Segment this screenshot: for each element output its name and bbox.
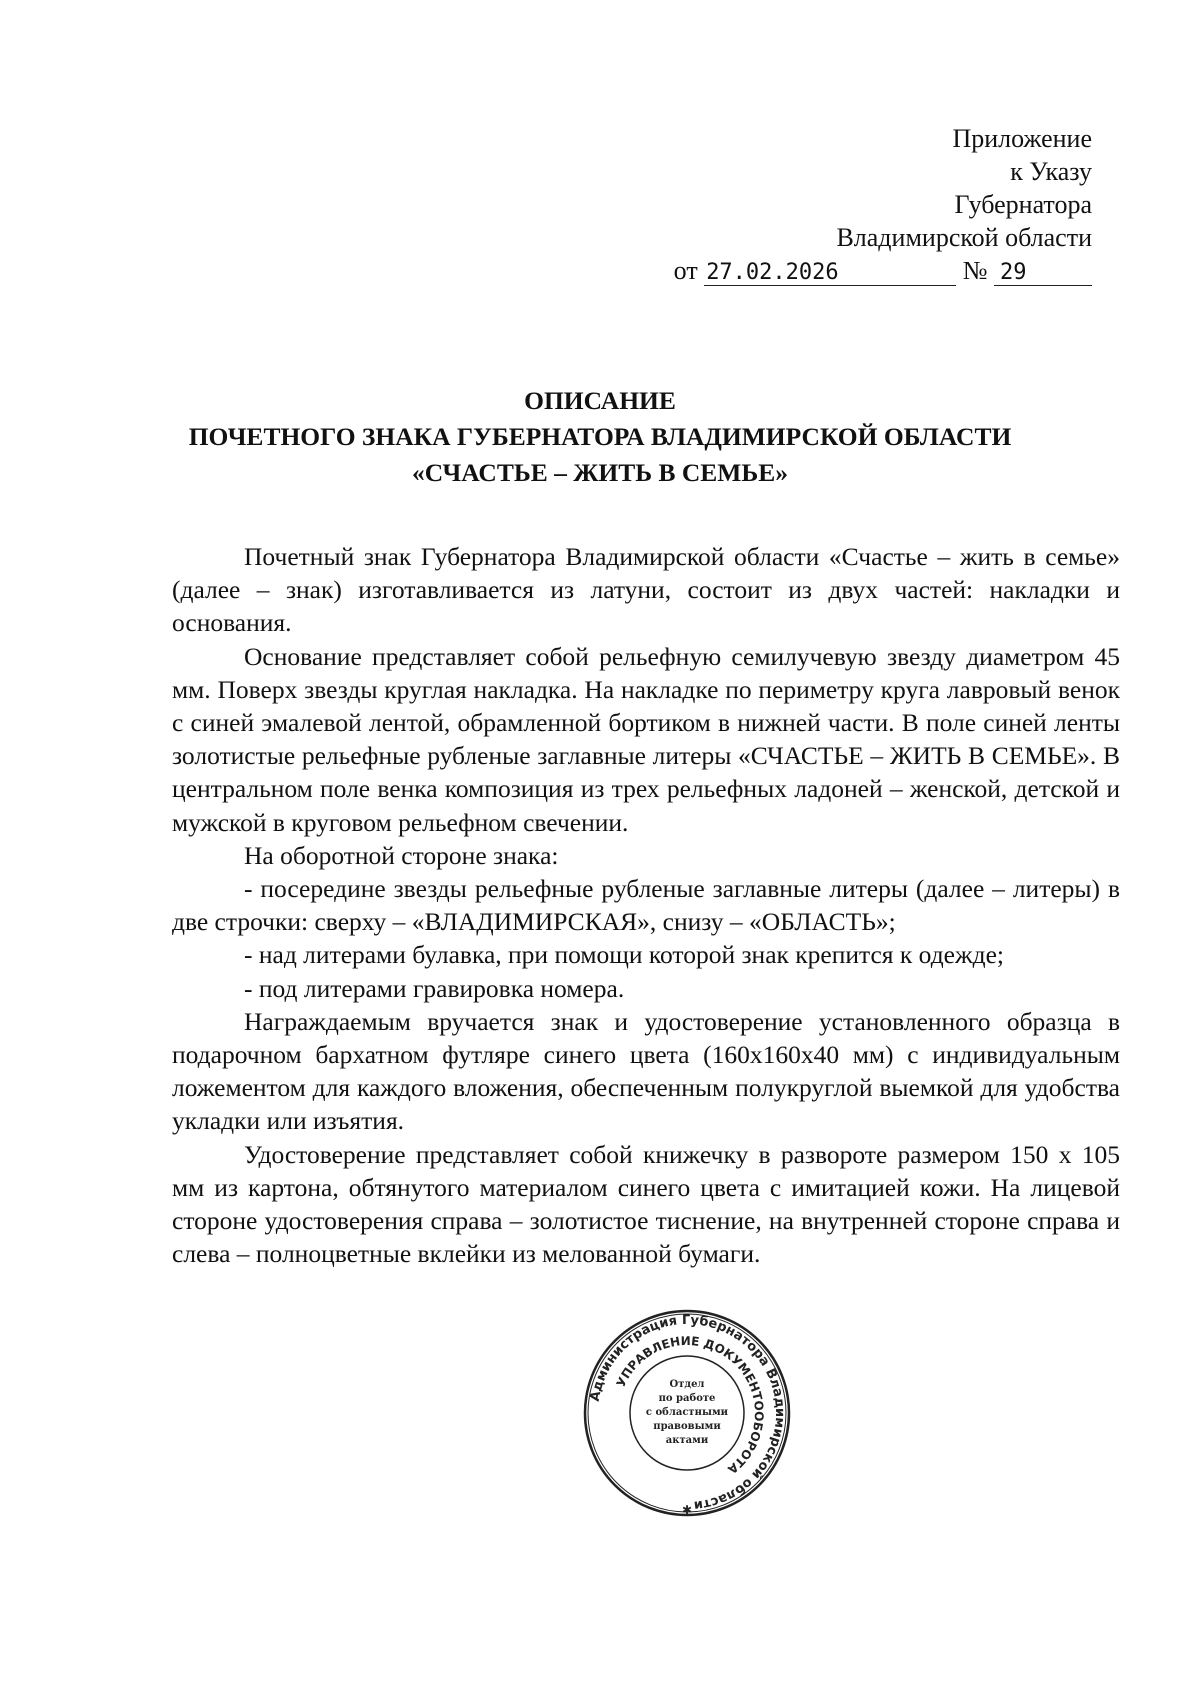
paragraph: Основание представляет собой рельефную семилучевую звезду диаметром 45 мм. Поверх звезды круглая накладка. На накладке по периметру круга лавровый венок с синей эмалевой лентой, обрамленной бортиком в нижней части. В поле синей ленты золотистые рельефные рубленые заглавные литеры «СЧАСТЬЕ – ЖИТЬ В СЕМЬЕ». В центральном поле венка композиция из трех рельефных ладоней – женской, детской и мужской в круговом рельефном свечении. xyxy=(172,641,1120,837)
list-item: - под литерами гравировка номера. xyxy=(244,973,625,1003)
number-prefix: № xyxy=(962,256,988,285)
stamp-seal xyxy=(582,1308,792,1518)
document-title xyxy=(60,383,1140,491)
title-line: ПОЧЕТНОГО ЗНАКА ГУБЕРНАТОРА ВЛАДИМИРСКОЙ ОБЛАСТИ xyxy=(188,422,1012,451)
appendix-line: к Указу xyxy=(1010,157,1092,186)
document-body xyxy=(172,540,1120,1270)
decree-number: 29 xyxy=(994,261,1092,286)
paragraph: Награждаемым вручается знак и удостоверение установленного образца в подарочном бархатном футляре синего цвета (160x160x40 мм) с индивидуальным ложементом для каждого вложения, обеспеченным полукруглой выемкой для удобства укладки или изъятия. xyxy=(172,1006,1120,1136)
official-stamp xyxy=(582,1308,792,1518)
paragraph: Почетный знак Губернатора Владимирской области «Счастье – жить в семье» (далее – знак) изготавливается из латуни, состоит из двух частей: накладки и основания. xyxy=(172,542,1120,638)
stamp-center-line: актами xyxy=(665,1435,709,1446)
date-prefix: от xyxy=(673,256,698,285)
appendix-header xyxy=(674,122,1092,287)
decree-date: 27.02.2026 xyxy=(704,261,956,286)
stamp-star-icon: ✱ xyxy=(681,1503,693,1517)
list-item: - над литерами булавка, при помощи которой знак крепится к одежде; xyxy=(244,940,1004,970)
stamp-center-line: правовыми xyxy=(653,1421,721,1432)
appendix-line: Губернатора xyxy=(954,190,1092,219)
stamp-center-line: с областными xyxy=(645,1407,729,1418)
list-item: - посередине звезды рельефные рубленые заглавные литеры (далее – литеры) в две строчки: сверху – «ВЛАДИМИРСКАЯ», снизу – «ОБЛАСТЬ»; xyxy=(172,874,1120,937)
appendix-line: Владимирской области xyxy=(836,223,1092,252)
appendix-line: Приложение xyxy=(952,124,1092,153)
title-line: «СЧАСТЬЕ – ЖИТЬ В СЕМЬЕ» xyxy=(412,458,788,487)
paragraph: Удостоверение представляет собой книжечку в развороте размером 150 x 105 мм из картона, обтянутого материалом синего цвета с имитацией кожи. На лицевой стороне удостоверения справа – золотистое тиснение, на внутренней стороне справа и слева – полноцветные вклейки из мелованной бумаги. xyxy=(172,1139,1120,1269)
stamp-center-line: Отдел xyxy=(669,1379,705,1390)
stamp-middle-text: УПРАВЛЕНИЕ ДОКУМЕНТООБОРОТА xyxy=(613,1333,767,1477)
stamp-outer-text: Администрация Губернатора Владимирской области xyxy=(587,1312,788,1513)
decree-reference xyxy=(674,254,1092,287)
stamp-center-line: по работе xyxy=(658,1393,716,1404)
paragraph: На оборотной стороне знака: xyxy=(244,840,559,870)
title-line: ОПИСАНИЕ xyxy=(524,386,676,415)
